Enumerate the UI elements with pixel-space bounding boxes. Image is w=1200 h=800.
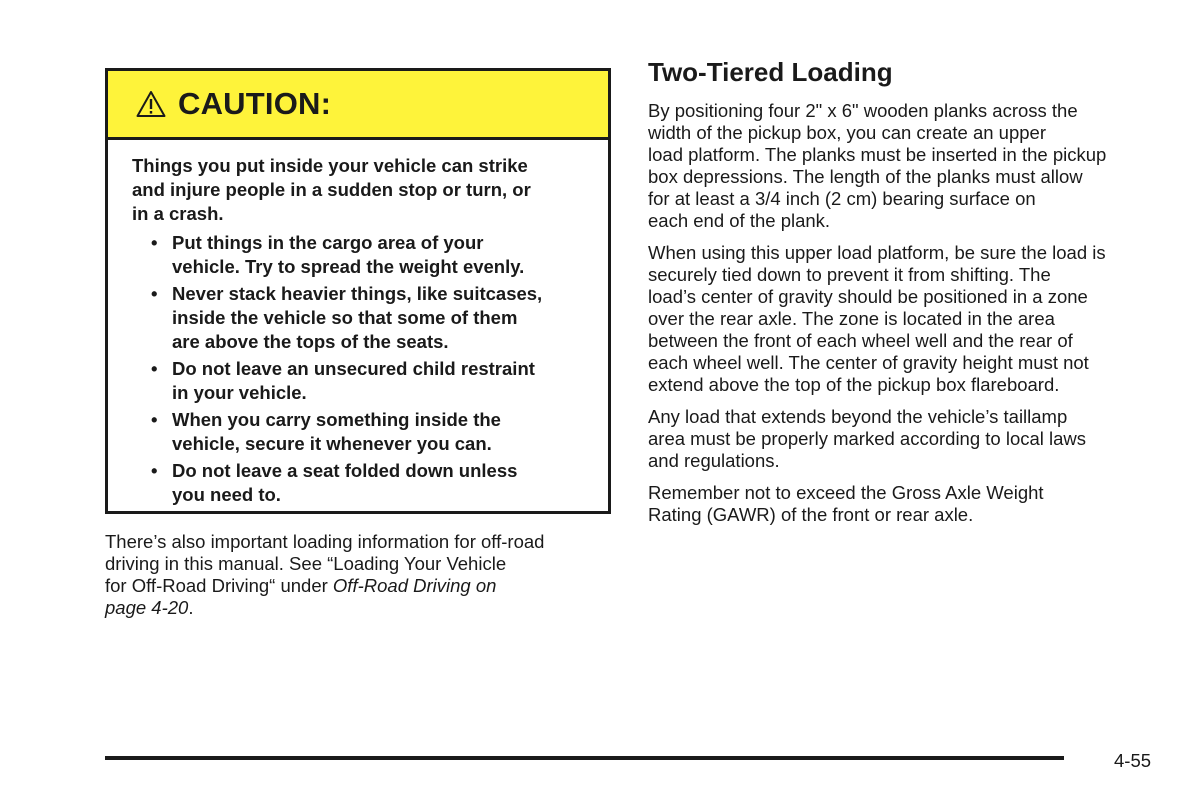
- caution-item-line: you need to.: [172, 484, 281, 505]
- note-line: [105, 575, 605, 597]
- paragraph-line: load platform. The planks must be inserted in the pickup: [648, 144, 1107, 165]
- caution-list: [132, 231, 582, 507]
- caution-item-line: Put things in the cargo area of your: [172, 232, 484, 253]
- paragraph: [648, 242, 1168, 396]
- paragraph-line: extend above the top of the pickup box flareboard.: [648, 374, 1060, 395]
- paragraph-line: load’s center of gravity should be positioned in a zone: [648, 286, 1088, 307]
- paragraph-line: for at least a 3/4 inch (2 cm) bearing surface on: [648, 188, 1036, 209]
- paragraph-line: Remember not to exceed the Gross Axle Weight: [648, 482, 1044, 503]
- caution-item-line: Never stack heavier things, like suitcases,: [172, 283, 543, 304]
- paragraph-line: box depressions. The length of the planks must allow: [648, 166, 1083, 187]
- paragraph-line: securely tied down to prevent it from shifting. The: [648, 264, 1051, 285]
- paragraph: [648, 482, 1168, 526]
- paragraph-line: between the front of each wheel well and the rear of: [648, 330, 1073, 351]
- caution-box: [105, 68, 611, 514]
- caution-item-line: in your vehicle.: [172, 382, 307, 403]
- caution-list-item: [132, 231, 582, 279]
- caution-list-item: [132, 408, 582, 456]
- paragraph-line: over the rear axle. The zone is located in the area: [648, 308, 1055, 329]
- caution-intro-line: and injure people in a sudden stop or turn, or: [132, 179, 531, 200]
- footer-rule: [105, 756, 1064, 760]
- caution-item-line: Do not leave an unsecured child restraint: [172, 358, 535, 379]
- note-line: driving in this manual. See “Loading Your Vehicle: [105, 553, 507, 574]
- cross-reference-link[interactable]: Off-Road Driving on: [332, 575, 497, 596]
- paragraph-line: and regulations.: [648, 450, 780, 471]
- bullet: •: [151, 409, 158, 430]
- paragraph: [648, 406, 1168, 472]
- bullet: •: [151, 283, 158, 304]
- bullet: •: [151, 232, 158, 253]
- caution-intro: [132, 154, 582, 226]
- paragraph-line: each end of the plank.: [648, 210, 831, 231]
- caution-header: [108, 71, 608, 140]
- paragraph: [648, 100, 1168, 232]
- loading-info-note: [105, 531, 605, 619]
- caution-list-item: [132, 282, 582, 354]
- note-line-text: for Off-Road Driving“ under: [105, 575, 333, 596]
- caution-intro-line: in a crash.: [132, 203, 224, 224]
- bullet: •: [151, 460, 158, 481]
- caution-item-line: are above the tops of the seats.: [172, 331, 449, 352]
- caution-intro-line: Things you put inside your vehicle can strike: [132, 155, 528, 176]
- caution-list-item: [132, 459, 582, 507]
- note-line: There’s also important loading information for off-road: [105, 531, 545, 552]
- paragraph-line: Rating (GAWR) of the front or rear axle.: [648, 504, 974, 525]
- caution-item-line: When you carry something inside the: [172, 409, 501, 430]
- paragraph-line: When using this upper load platform, be sure the load is: [648, 242, 1106, 263]
- paragraph-line: width of the pickup box, you can create an upper: [648, 122, 1047, 143]
- section-title: Two-Tiered Loading: [648, 57, 893, 87]
- two-tiered-loading-section: [648, 56, 1168, 536]
- caution-item-line: inside the vehicle so that some of them: [172, 307, 518, 328]
- warning-triangle-icon: [136, 90, 166, 118]
- paragraph-line: area must be properly marked according to local laws: [648, 428, 1087, 449]
- caution-item-line: vehicle, secure it whenever you can.: [172, 433, 492, 454]
- page-number: 4-55: [1114, 750, 1152, 771]
- paragraph-line: Any load that extends beyond the vehicle’s taillamp: [648, 406, 1068, 427]
- caution-item-line: vehicle. Try to spread the weight evenly.: [172, 256, 525, 277]
- caution-body: [108, 140, 608, 507]
- note-end-punct: .: [188, 597, 194, 618]
- paragraph-line: each wheel well. The center of gravity height must not: [648, 352, 1089, 373]
- bullet: •: [151, 358, 158, 379]
- caution-title: CAUTION:: [178, 86, 332, 121]
- caution-list-item: [132, 357, 582, 405]
- note-line: [105, 597, 605, 619]
- caution-item-line: Do not leave a seat folded down unless: [172, 460, 518, 481]
- cross-reference-link[interactable]: page 4-20: [105, 597, 189, 618]
- paragraph-line: By positioning four 2" x 6" wooden planks across the: [648, 100, 1078, 121]
